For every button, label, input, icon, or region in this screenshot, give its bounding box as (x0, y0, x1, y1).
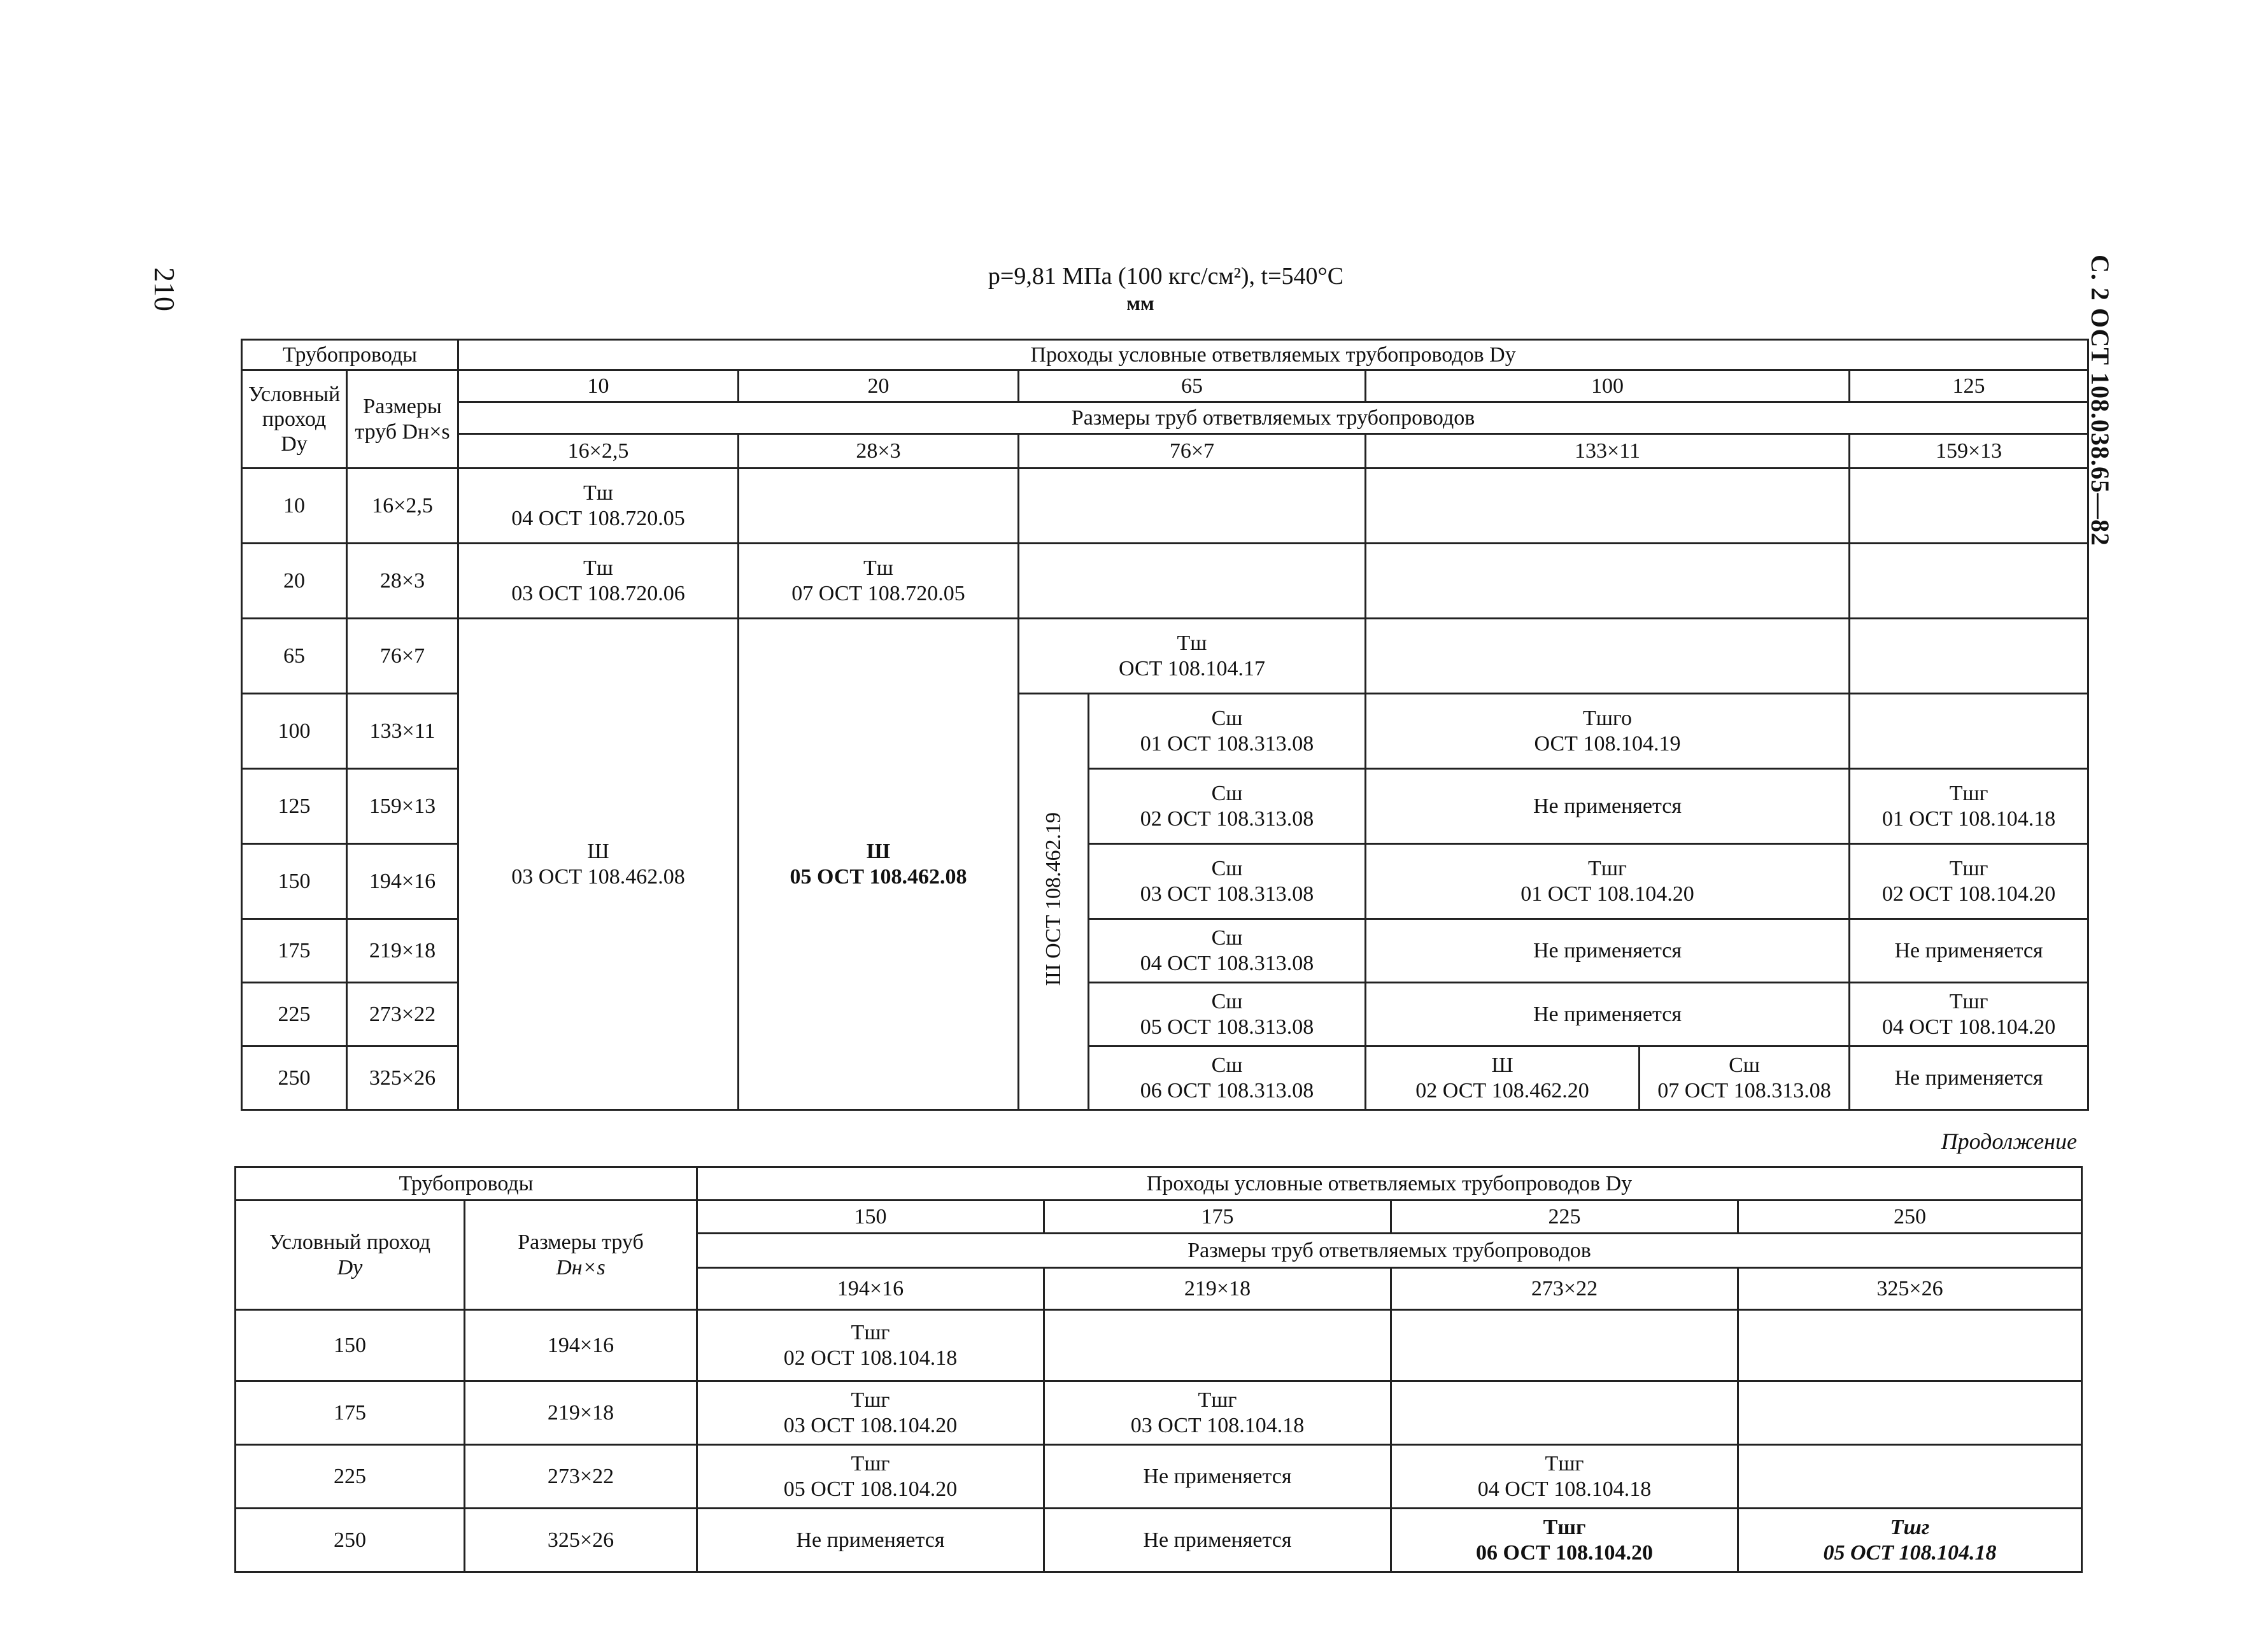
row-dy: 125 (242, 769, 347, 844)
branch-table-2 (234, 1166, 2083, 1573)
fitting-standard: 06 ОСТ 108.313.08 (1140, 1078, 1314, 1102)
branch-dy: 225 (1391, 1201, 1738, 1234)
empty-cell (1391, 1381, 1738, 1445)
row-dy: 65 (242, 619, 347, 694)
fitting-cell (1089, 919, 1366, 983)
fitting-cell (739, 619, 1019, 1110)
fitting-cell (1366, 844, 1850, 919)
fitting-cell (1089, 844, 1366, 919)
fitting-type: Тшг (1949, 990, 1988, 1014)
fitting-standard: 03 ОСТ 108.462.08 (511, 864, 685, 889)
fitting-standard: 05 ОСТ 108.462.08 (790, 864, 967, 889)
fitting-cell (1044, 1381, 1391, 1445)
branch-dy: 150 (697, 1201, 1044, 1234)
branch-size: 325×26 (1738, 1268, 2082, 1310)
fitting-cell (1391, 1509, 1738, 1572)
row-dy: 10 (242, 468, 347, 544)
fitting-cell (1850, 844, 2088, 919)
row-dy: 250 (242, 1046, 347, 1110)
fitting-type: Сш (1211, 707, 1243, 731)
row-dy: 150 (242, 844, 347, 919)
empty-cell (1019, 544, 1366, 619)
fitting-cell (1366, 694, 1850, 769)
branch-dy: 65 (1019, 370, 1366, 402)
branch-size: 28×3 (739, 434, 1019, 468)
fitting-type: Тш (863, 556, 893, 581)
empty-cell (1738, 1310, 2082, 1381)
empty-cell (1366, 544, 1850, 619)
fitting-type: Сш (1729, 1053, 1760, 1078)
fitting-standard: 07 ОСТ 108.313.08 (1657, 1078, 1831, 1102)
branch-dy: 20 (739, 370, 1019, 402)
row-size: 16×2,5 (347, 468, 458, 544)
header-sizes (465, 1201, 697, 1310)
empty-cell (1738, 1381, 2082, 1445)
row-dy: 175 (236, 1381, 465, 1445)
fitting-cell (1019, 619, 1366, 694)
branch-dy: 10 (458, 370, 739, 402)
fitting-type: Ш (587, 840, 609, 864)
header-branch-sizes: Размеры труб ответвляемых трубопроводов (697, 1234, 2082, 1268)
fitting-type: Ш (1491, 1053, 1513, 1078)
fitting-cell (697, 1381, 1044, 1445)
conditions-heading: p=9,81 МПа (100 кгс/см²), t=540°С (988, 263, 1344, 290)
empty-cell (1019, 468, 1366, 544)
fitting-standard: 04 ОСТ 108.313.08 (1140, 951, 1314, 975)
fitting-cell (1089, 983, 1366, 1046)
header-dy: Условный проход Dу (242, 370, 347, 468)
fitting-cell (697, 1310, 1044, 1381)
fitting-type: Тшг (1545, 1452, 1584, 1476)
row-dy: 250 (236, 1509, 465, 1572)
header-dy-line2: Dу (337, 1255, 363, 1279)
fitting-type: Тшг (1949, 857, 1988, 881)
header-passes: Проходы условные ответвляемых трубопроводов Dу (697, 1167, 2082, 1201)
not-applicable-cell: Не применяется (1850, 1046, 2088, 1110)
branch-dy: 175 (1044, 1201, 1391, 1234)
row-size: 273×22 (347, 983, 458, 1046)
empty-cell (1850, 544, 2088, 619)
fitting-standard: 05 ОСТ 108.104.18 (1823, 1540, 1997, 1565)
header-pipelines: Трубопроводы (242, 340, 458, 370)
header-sizes: Размеры труб Dн×s (347, 370, 458, 468)
vertical-fitting-label: Ш ОСТ 108.462.19 (1041, 812, 1065, 986)
page-number: 210 (148, 267, 181, 311)
fitting-standard: 03 ОСТ 108.104.20 (783, 1413, 958, 1437)
empty-cell (1044, 1310, 1391, 1381)
fitting-standard: ОСТ 108.104.17 (1119, 656, 1265, 680)
fitting-standard: 03 ОСТ 108.313.08 (1140, 882, 1314, 906)
vertical-fitting-cell (1019, 694, 1089, 1110)
fitting-standard: 03 ОСТ 108.104.18 (1130, 1413, 1305, 1437)
header-dy-line1: Условный проход (269, 1230, 431, 1255)
row-size: 194×16 (465, 1310, 697, 1381)
header-branch-sizes: Размеры труб ответвляемых трубопроводов (458, 402, 2088, 434)
standard-reference: С. 2 ОСТ 108.038.65—82 (2086, 255, 2115, 547)
row-size: 219×18 (465, 1381, 697, 1445)
header-pipelines: Трубопроводы (236, 1167, 697, 1201)
empty-cell (1738, 1445, 2082, 1509)
row-dy: 175 (242, 919, 347, 983)
fitting-type: Тшг (851, 1452, 890, 1476)
fitting-cell (697, 1445, 1044, 1509)
empty-cell (1366, 468, 1850, 544)
row-size: 219×18 (347, 919, 458, 983)
fitting-type: Тш (1177, 631, 1207, 656)
fitting-type: Сш (1211, 990, 1243, 1014)
fitting-cell (458, 544, 739, 619)
empty-cell (1366, 619, 1850, 694)
header-sizes-line1: Размеры труб (518, 1230, 644, 1255)
fitting-type: Тшг (1198, 1388, 1237, 1412)
fitting-standard: 04 ОСТ 108.104.20 (1882, 1015, 2056, 1039)
row-size: 76×7 (347, 619, 458, 694)
fitting-type: Тшг (851, 1321, 890, 1345)
units-heading: мм (1126, 292, 1154, 314)
empty-cell (1391, 1310, 1738, 1381)
fitting-cell (1391, 1445, 1738, 1509)
fitting-cell (1089, 694, 1366, 769)
branch-dy: 250 (1738, 1201, 2082, 1234)
not-applicable-cell: Не применяется (697, 1509, 1044, 1572)
fitting-cell (739, 544, 1019, 619)
fitting-standard: 01 ОСТ 108.104.18 (1882, 806, 2056, 831)
branch-size: 273×22 (1391, 1268, 1738, 1310)
branch-size: 133×11 (1366, 434, 1850, 468)
row-dy: 225 (242, 983, 347, 1046)
fitting-type: Тшго (1582, 707, 1633, 731)
fitting-standard: 02 ОСТ 108.462.20 (1415, 1078, 1589, 1102)
row-dy: 100 (242, 694, 347, 769)
branch-size: 16×2,5 (458, 434, 739, 468)
branch-size: 219×18 (1044, 1268, 1391, 1310)
fitting-cell (1366, 1046, 1640, 1110)
empty-cell (1850, 694, 2088, 769)
fitting-standard: 02 ОСТ 108.104.20 (1882, 882, 2056, 906)
fitting-standard: 05 ОСТ 108.104.20 (783, 1477, 958, 1501)
row-size: 325×26 (347, 1046, 458, 1110)
fitting-type: Сш (1211, 782, 1243, 806)
row-size: 133×11 (347, 694, 458, 769)
fitting-standard: 03 ОСТ 108.720.06 (511, 581, 685, 605)
fitting-type: Тшг (1543, 1516, 1586, 1540)
continuation-label: Продолжение (1941, 1129, 2077, 1154)
fitting-cell (1850, 769, 2088, 844)
not-applicable-cell: Не применяется (1366, 983, 1850, 1046)
fitting-cell (1089, 769, 1366, 844)
fitting-type: Сш (1211, 1053, 1243, 1078)
fitting-cell (1850, 983, 2088, 1046)
branch-table-1 (241, 339, 2089, 1111)
row-size: 159×13 (347, 769, 458, 844)
row-size: 194×16 (347, 844, 458, 919)
empty-cell (1850, 619, 2088, 694)
row-size: 273×22 (465, 1445, 697, 1509)
fitting-standard: 01 ОСТ 108.313.08 (1140, 731, 1314, 756)
fitting-standard: 04 ОСТ 108.104.18 (1477, 1477, 1652, 1501)
not-applicable-cell: Не применяется (1044, 1509, 1391, 1572)
row-dy: 225 (236, 1445, 465, 1509)
header-dy (236, 1201, 465, 1310)
fitting-standard: 05 ОСТ 108.313.08 (1140, 1015, 1314, 1039)
not-applicable-cell: Не применяется (1044, 1445, 1391, 1509)
fitting-type: Тш (583, 556, 613, 581)
fitting-standard: 01 ОСТ 108.104.20 (1520, 882, 1694, 906)
fitting-cell (458, 619, 739, 1110)
row-size: 325×26 (465, 1509, 697, 1572)
fitting-cell (458, 468, 739, 544)
fitting-type: Тшг (1949, 782, 1988, 806)
empty-cell (1850, 468, 2088, 544)
fitting-type: Сш (1211, 926, 1243, 950)
fitting-type: Тшг (851, 1388, 890, 1412)
fitting-type: Тшг (1588, 857, 1627, 881)
branch-size: 194×16 (697, 1268, 1044, 1310)
fitting-type: Тш (583, 481, 613, 505)
fitting-type: Сш (1211, 857, 1243, 881)
not-applicable-cell: Не применяется (1850, 919, 2088, 983)
branch-dy: 125 (1850, 370, 2088, 402)
fitting-standard: 07 ОСТ 108.720.05 (791, 581, 965, 605)
not-applicable-cell: Не применяется (1366, 769, 1850, 844)
fitting-standard: ОСТ 108.104.19 (1534, 731, 1681, 756)
fitting-standard: 02 ОСТ 108.104.18 (783, 1346, 958, 1370)
fitting-cell (1738, 1509, 2082, 1572)
fitting-type: Ш (866, 840, 891, 864)
fitting-cell (1640, 1046, 1850, 1110)
fitting-standard: 02 ОСТ 108.313.08 (1140, 806, 1314, 831)
branch-size: 76×7 (1019, 434, 1366, 468)
row-dy: 20 (242, 544, 347, 619)
header-passes: Проходы условные ответвляемых трубопроводов Dу (458, 340, 2088, 370)
fitting-standard: 04 ОСТ 108.720.05 (511, 506, 685, 530)
not-applicable-cell: Не применяется (1366, 919, 1850, 983)
header-sizes-line2: Dн×s (556, 1255, 606, 1279)
branch-size: 159×13 (1850, 434, 2088, 468)
branch-dy: 100 (1366, 370, 1850, 402)
fitting-type: Тшг (1890, 1516, 1930, 1540)
empty-cell (739, 468, 1019, 544)
fitting-cell (1089, 1046, 1366, 1110)
fitting-standard: 06 ОСТ 108.104.20 (1475, 1540, 1654, 1565)
row-dy: 150 (236, 1310, 465, 1381)
row-size: 28×3 (347, 544, 458, 619)
